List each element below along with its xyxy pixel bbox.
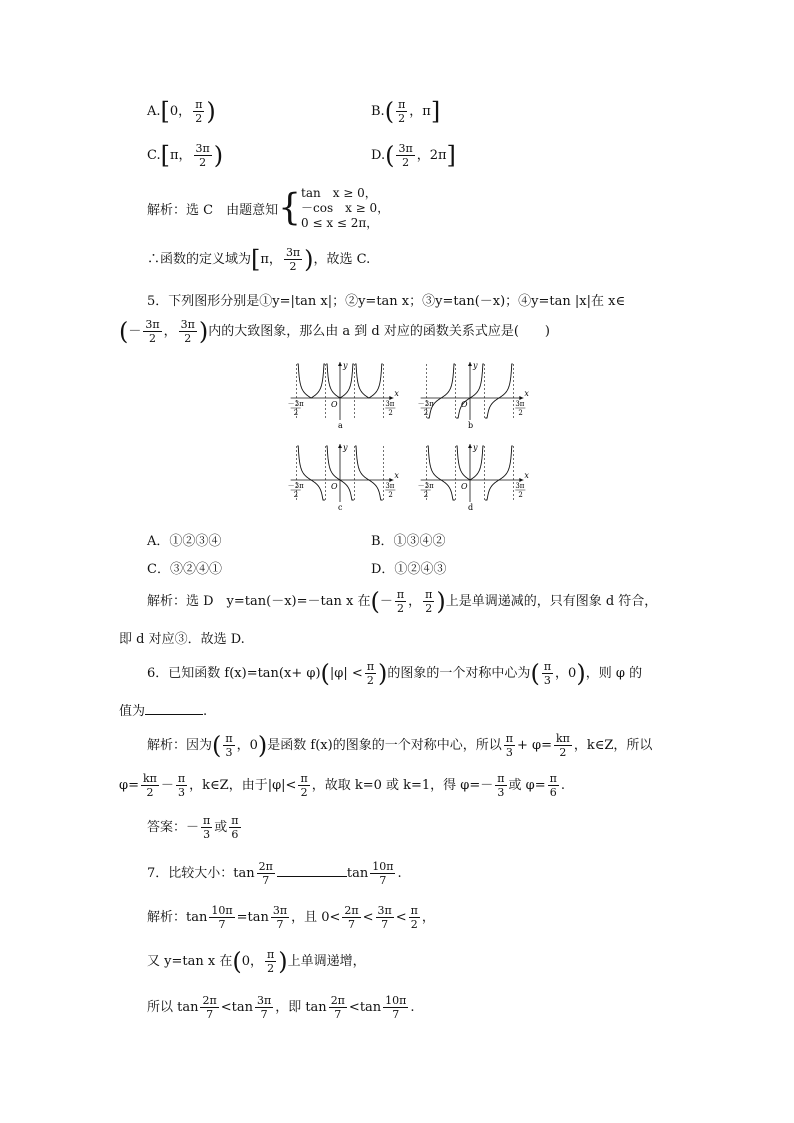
q5-stem-line1: 5．下列图形分别是①y=|tan x|；②y=tan x；③y=tan(－x)；④y=tan |x|在 x∈ <box>147 294 626 309</box>
q7-solution-line3: 所以 tan $\frac{2\pi}{7}$ <tan $\frac{3\pi}{7}$ ，即 tan $\frac{2\pi}{7}$ <tan $\frac{10\pi}{7}$ . <box>147 994 415 1021</box>
graph-caption: c <box>338 503 343 512</box>
option-b: B.( $\frac{\pi}{2}$ ，π] <box>371 97 441 126</box>
x-label: x <box>524 389 529 398</box>
graph-b <box>418 361 530 430</box>
q5-graphs <box>287 358 530 520</box>
q5-option-b: B．①③④② <box>371 534 446 549</box>
y-label: y <box>473 361 478 370</box>
origin-label: O <box>461 482 468 491</box>
neg-tick-label: －3π <box>417 400 434 408</box>
q5-option-c: C．③②④① <box>147 562 222 577</box>
graph-caption: a <box>338 421 343 430</box>
y-label: y <box>343 361 348 370</box>
pos-tick-label: 3π <box>385 400 395 408</box>
q6-stem-line1: 6．已知函数 f(x)=tan(x+ φ)(|φ| < $\frac{\pi}{2}$ )的图象的一个对称中心为( $\frac{\pi}{3}$ ，0)，则 φ 的 <box>147 659 643 688</box>
q6-solution-line2: φ= $\frac{k\pi}{2}$ － $\frac{\pi}{3}$ ，k∈Z，由于|φ|< $\frac{\pi}{2}$ ，故取 k=0 或 k=1，得 φ=－ $\frac{\pi}{3}$ 或 φ= $\frac{\pi}{6}$ . <box>119 772 566 799</box>
origin-label: O <box>331 482 338 491</box>
neg-tick-label: －3π <box>287 400 304 408</box>
tan-curve <box>355 364 383 398</box>
pos-tick-label: 3π <box>515 400 525 408</box>
tan-curve <box>485 364 513 418</box>
neg-tick-label: －3π <box>287 482 304 490</box>
neg-tick-den: 2 <box>423 409 429 417</box>
q5-stem-line2: (－ $\frac{3\pi}{2}$ ， $\frac{3\pi}{2}$ )内的大致图象，那么由 a 到 d 对应的函数关系式应是( ) <box>119 317 550 346</box>
q5-option-d: D．①②④③ <box>371 562 447 577</box>
y-label: y <box>343 443 348 452</box>
neg-tick-label: －3π <box>417 482 434 490</box>
option-d: D.( $\frac{3\pi}{2}$ ，2π] <box>371 141 456 170</box>
q6-answer: 答案：－ $\frac{\pi}{3}$ 或 $\frac{\pi}{6}$ <box>147 814 239 841</box>
graph-d <box>418 443 530 512</box>
q5-solution-line1: 解析：选 D y=tan(－x)=－tan x 在(－ $\frac{\pi}{2}$ ， $\frac{\pi}{2}$ )上是单调递减的，只有图象 d 符合， <box>147 587 658 616</box>
tan-curve <box>427 446 455 500</box>
tan-curve <box>355 446 383 500</box>
q7-stem: 7．比较大小：tan $\frac{2\pi}{7}$ tan $\frac{10\pi}{7}$ . <box>147 860 402 887</box>
pos-tick-label: 3π <box>515 482 525 490</box>
pos-tick-label: 3π <box>385 482 395 490</box>
tan-curve <box>485 446 513 500</box>
x-label: x <box>524 471 529 480</box>
prev-domain: ∴函数的定义域为[π， $\frac{3\pi}{2}$ )，故选 C. <box>147 245 371 274</box>
origin-label: O <box>331 400 338 409</box>
graph-a <box>288 361 400 430</box>
option-c: C.[π， $\frac{3\pi}{2}$ ) <box>147 141 224 170</box>
pos-tick-den: 2 <box>518 409 523 417</box>
graph-c <box>288 443 400 512</box>
q6-stem-line2: 值为 . <box>119 704 208 719</box>
neg-tick-den: 2 <box>293 409 299 417</box>
q5-solution-line2: 即 d 对应③．故选 D. <box>119 632 245 647</box>
neg-tick-den: 2 <box>423 491 429 499</box>
q7-solution-line2: 又 y=tan x 在(0， $\frac{\pi}{2}$ )上单调递增， <box>147 947 366 976</box>
tan-curve <box>427 364 455 418</box>
pos-tick-den: 2 <box>388 409 393 417</box>
y-axis-arrow <box>468 362 472 366</box>
tan-curve <box>297 364 325 398</box>
q7-solution-line1: 解析：tan $\frac{10\pi}{7}$ =tan $\frac{3\pi}{7}$ ，且 0< $\frac{2\pi}{7}$ < $\frac{3\pi}{7}$ < $\frac{\pi}{2}$ ， <box>147 904 435 931</box>
origin-label: O <box>461 400 468 409</box>
x-label: x <box>394 389 399 398</box>
neg-tick-den: 2 <box>293 491 299 499</box>
graph-caption: b <box>468 421 474 430</box>
q6-answer-blank[interactable] <box>145 702 203 715</box>
y-axis-arrow <box>338 444 342 448</box>
pos-tick-den: 2 <box>518 491 523 499</box>
tan-curve <box>297 446 325 500</box>
y-axis-arrow <box>468 444 472 448</box>
y-label: y <box>473 443 478 452</box>
q7-answer-blank[interactable] <box>277 864 347 877</box>
graph-caption: d <box>468 503 474 512</box>
y-axis-arrow <box>338 362 342 366</box>
pos-tick-den: 2 <box>388 491 393 499</box>
option-a: A.[0， $\frac{\pi}{2}$ ) <box>147 97 216 126</box>
prev-solution: 解析：选 C 由题意知{ tan x ≥ 0， －cos x ≥ 0， 0 ≤ x ≤ 2π， <box>147 186 390 230</box>
x-label: x <box>394 471 399 480</box>
q6-solution-line1: 解析：因为( $\frac{\pi}{3}$ ，0)是函数 f(x)的图象的一个对称中心，所以 $\frac{\pi}{3}$ + φ= $\frac{k\pi}{2}$ ，k∈Z，所以 <box>147 731 653 760</box>
q5-option-a: A．①②③④ <box>147 534 222 549</box>
